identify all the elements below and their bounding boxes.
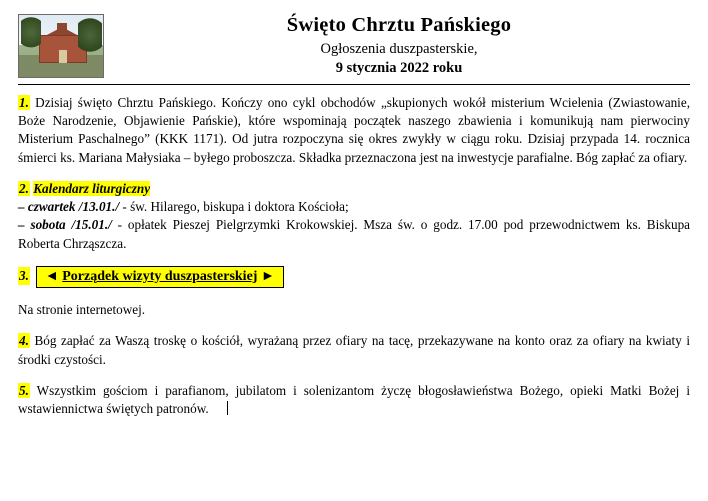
photo-church-door bbox=[59, 50, 67, 63]
photo-tree-right bbox=[78, 15, 102, 55]
liturgical-calendar-line-1 bbox=[18, 198, 690, 216]
announcement-item-1 bbox=[18, 94, 690, 167]
calendar-entry-thursday: - św. Hilarego, biskupa i doktora Kościoła; bbox=[122, 199, 349, 215]
document-subtitle: Ogłoszenia duszpasterskie, bbox=[320, 40, 478, 57]
parish-church-photo bbox=[18, 14, 104, 78]
liturgical-calendar-line-2 bbox=[18, 216, 690, 252]
item-number-4: 4. bbox=[19, 333, 29, 349]
announcement-item-3-heading bbox=[18, 266, 690, 289]
text-cursor bbox=[227, 401, 228, 415]
arrow-left-icon: ◄ bbox=[44, 268, 59, 284]
item-number-5: 5. bbox=[19, 382, 29, 398]
arrow-right-icon: ► bbox=[260, 268, 275, 284]
calendar-day-thursday: – czwartek /13.01./ bbox=[18, 199, 120, 215]
item-number-2: 2. bbox=[19, 180, 29, 196]
pastoral-visit-label: Porządek wizyty duszpasterskiej bbox=[62, 268, 258, 284]
document-date: 9 stycznia 2022 roku bbox=[335, 59, 463, 76]
announcement-item-5 bbox=[18, 382, 690, 418]
photo-tree-left bbox=[21, 17, 41, 51]
announcements-body bbox=[18, 85, 690, 418]
calendar-entry-saturday: - opłatek Pieszej Pielgrzymki Krokowskiej. Msza św. o godz. 17.00 pod przewodnictwem ks. Biskupa Roberta Chrząszcza. bbox=[18, 217, 691, 251]
item-number-3: 3. bbox=[18, 267, 30, 285]
document-header bbox=[18, 10, 690, 78]
item-number-1: 1. bbox=[19, 95, 29, 110]
item-text-4: Bóg zapłać za Waszą troskę o kościół, wyrażaną przez ofiary na tacę, przekazywane na konto oraz za ofiary na kwiaty i środki czystości. bbox=[18, 333, 691, 367]
header-text-block bbox=[104, 14, 690, 78]
announcement-item-2-heading bbox=[18, 180, 690, 198]
page-title: Święto Chrztu Pańskiego bbox=[286, 14, 512, 36]
announcement-item-3-text: Na stronie internetowej. bbox=[18, 302, 146, 318]
item-text-1: Dzisiaj święto Chrztu Pańskiego. Kończy ono cykl obchodów „skupionych wokół misterium Wcielenia (Zwiastowanie, Boże Narodzenie, Objawienie Pańskie), które wspominają początek naszego zbawienia i komunikują nam pierwociny Misterium Paschalnego” (KKK 1171). Od jutra rozpoczyna się okres zwykły w ciągu roku. Dzisiaj przypada 14. rocznica śmierci ks. Mariana Małysiaka – byłego proboszcza. Składka przeznaczona jest na inwestycje parafialne. Bóg zapłać za ofiary. bbox=[18, 95, 690, 165]
item-text-5: Wszystkim gościom i parafianom, jubilatom i solenizantom życzę błogosławieństwa Bożego, opieki Matki Bożej i wstawiennictwa świętych patronów. bbox=[18, 382, 690, 417]
announcement-item-4 bbox=[18, 332, 690, 368]
calendar-day-saturday: – sobota /15.01./ bbox=[18, 217, 112, 233]
pastoral-visit-banner[interactable] bbox=[36, 266, 284, 289]
item-heading-2: Kalendarz liturgiczny bbox=[33, 180, 151, 196]
